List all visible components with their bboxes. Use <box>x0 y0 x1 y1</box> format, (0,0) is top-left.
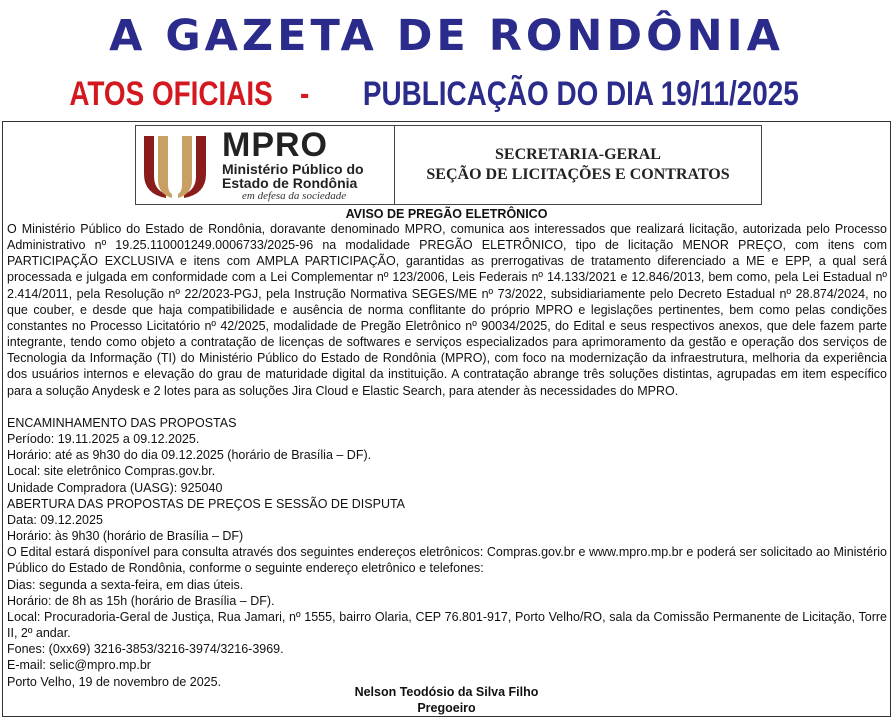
service-address: Local: Procuradoria-Geral de Justiça, Rua Jamari, nº 1555, bairro Olaria, CEP 76.801-917, Porto Velho/RO, sala da Comissão Permanente de Licitação, Torre II, 2º andar. <box>7 609 887 641</box>
uasg-code: Unidade Compradora (UASG): 925040 <box>7 480 223 495</box>
publication-date: PUBLICAÇÃO DO DIA 19/11/2025 <box>362 75 799 113</box>
service-days: Dias: segunda a sexta-feira, em dias úteis. <box>7 577 244 592</box>
signer-role: Pregoeiro <box>417 701 476 715</box>
department-block <box>395 126 761 204</box>
opening-heading: ABERTURA DAS PROPOSTAS DE PREÇOS E SESSÃO DE DISPUTA <box>7 496 406 511</box>
logo-line-2: Estado de Rondônia <box>222 175 358 191</box>
opening-date: Data: 09.12.2025 <box>7 512 103 527</box>
service-hours: Horário: de 8h as 15h (horário de Brasília – DF). <box>7 593 275 608</box>
newspaper-title: A GAZETA DE RONDÔNIA <box>109 11 784 61</box>
mpro-logo <box>136 126 395 204</box>
subheading <box>0 70 893 125</box>
letterhead <box>135 125 762 205</box>
signer-name: Nelson Teodósio da Silva Filho <box>354 685 539 699</box>
notice-frame <box>2 121 891 717</box>
mpro-emblem-icon <box>140 130 210 200</box>
section-label: ATOS OFICIAIS <box>68 75 273 113</box>
notice-title: AVISO DE PREGÃO ELETRÔNICO <box>345 207 548 221</box>
division-name: SEÇÃO DE LICITAÇÕES E CONTRATOS <box>426 166 730 183</box>
contact-email: E-mail: selic@mpro.mp.br <box>7 658 151 673</box>
logo-acronym: MPRO <box>222 126 328 164</box>
proposals-deadline: Horário: até as 9h30 do dia 09.12.2025 (horário de Brasília – DF). <box>7 448 372 463</box>
proposals-heading: ENCAMINHAMENTO DAS PROPOSTAS <box>7 416 237 430</box>
logo-tagline: em defesa da sociedade <box>242 190 347 202</box>
notice-body: O Ministério Público do Estado de Rondônia, doravante denominado MPRO, comunica aos interessados que realizará licitação, autorizada pelo Processo Administrativo nº 19.25.110001249.0006733/2025-96 na modalidade PREGÃO ELETRÔNICO, tipo de licitação MENOR PREÇO, com itens com PARTICIPAÇÃO EXCLUSIVA e itens com AMPLA PARTICIPAÇÃO, garantidas as prerrogativas de tratamento diferenciado a ME e EPP, a qual será processada e julgada em conformidade com a Lei Complementar nº 123/2006, Leis Federais nº 14.133/2021 e 12.846/2013, bem como, pela Lei Estadual nº 2.414/2011, pela Resolução nº 22/2023-PGJ, pela Instrução Normativa SEGES/ME nº 73/2022, subsidiariamente pelo Decreto Estadual nº 28.874/2024, no que couber, e desde que haja compatibilidade e ausência de norma conflitante do próprio MPRO e legislações pertinentes, bem como pelas condições constantes no Processo Licitatório nº 42/2025, modalidade de Pregão Eletrônico nº 90034/2025, do Edital e seus respectivos anexos, que dele fazem parte integrante, tendo como objeto a contratação de licenças de softwares e serviços especializados para aprimoramento da gestão e operação dos serviços de Tecnologia da Informação (TI) do Ministério Público do Estado de Rondônia (MPRO), com foco na modernização da infraestrutura, melhoria da experiência dos usuários internos e elevação do grau de maturidade digital da instituição. A contratação abrange três soluções distintas, agrupadas em item específico para a solução Anydesk e 2 lotes para as soluções Jira Cloud e Elastic Search, para atender às necessidades do MPRO. <box>7 222 887 398</box>
department-name: SECRETARIA-GERAL <box>495 146 661 163</box>
contact-phones: Fones: (0xx69) 3216-3853/3216-3974/3216-3969. <box>7 642 284 657</box>
notice-details <box>7 415 887 690</box>
place-date: Porto Velho, 19 de novembro de 2025. <box>7 674 222 689</box>
edital-info: O Edital estará disponível para consulta através dos seguintes endereços eletrônicos: Compras.gov.br e www.mpro.mp.br e poderá ser solicitado ao Ministério Público do Estado de Rondônia, conforme o seguinte endereço eletrônico e telefones: <box>7 545 887 576</box>
logo-line-1: Ministério Público do <box>222 161 364 177</box>
separator: - <box>300 75 310 113</box>
opening-time: Horário: às 9h30 (horário de Brasília – DF) <box>7 529 244 544</box>
proposals-site: Local: site eletrônico Compras.gov.br. <box>7 464 216 479</box>
proposals-period: Período: 19.11.2025 a 09.12.2025. <box>7 432 200 447</box>
